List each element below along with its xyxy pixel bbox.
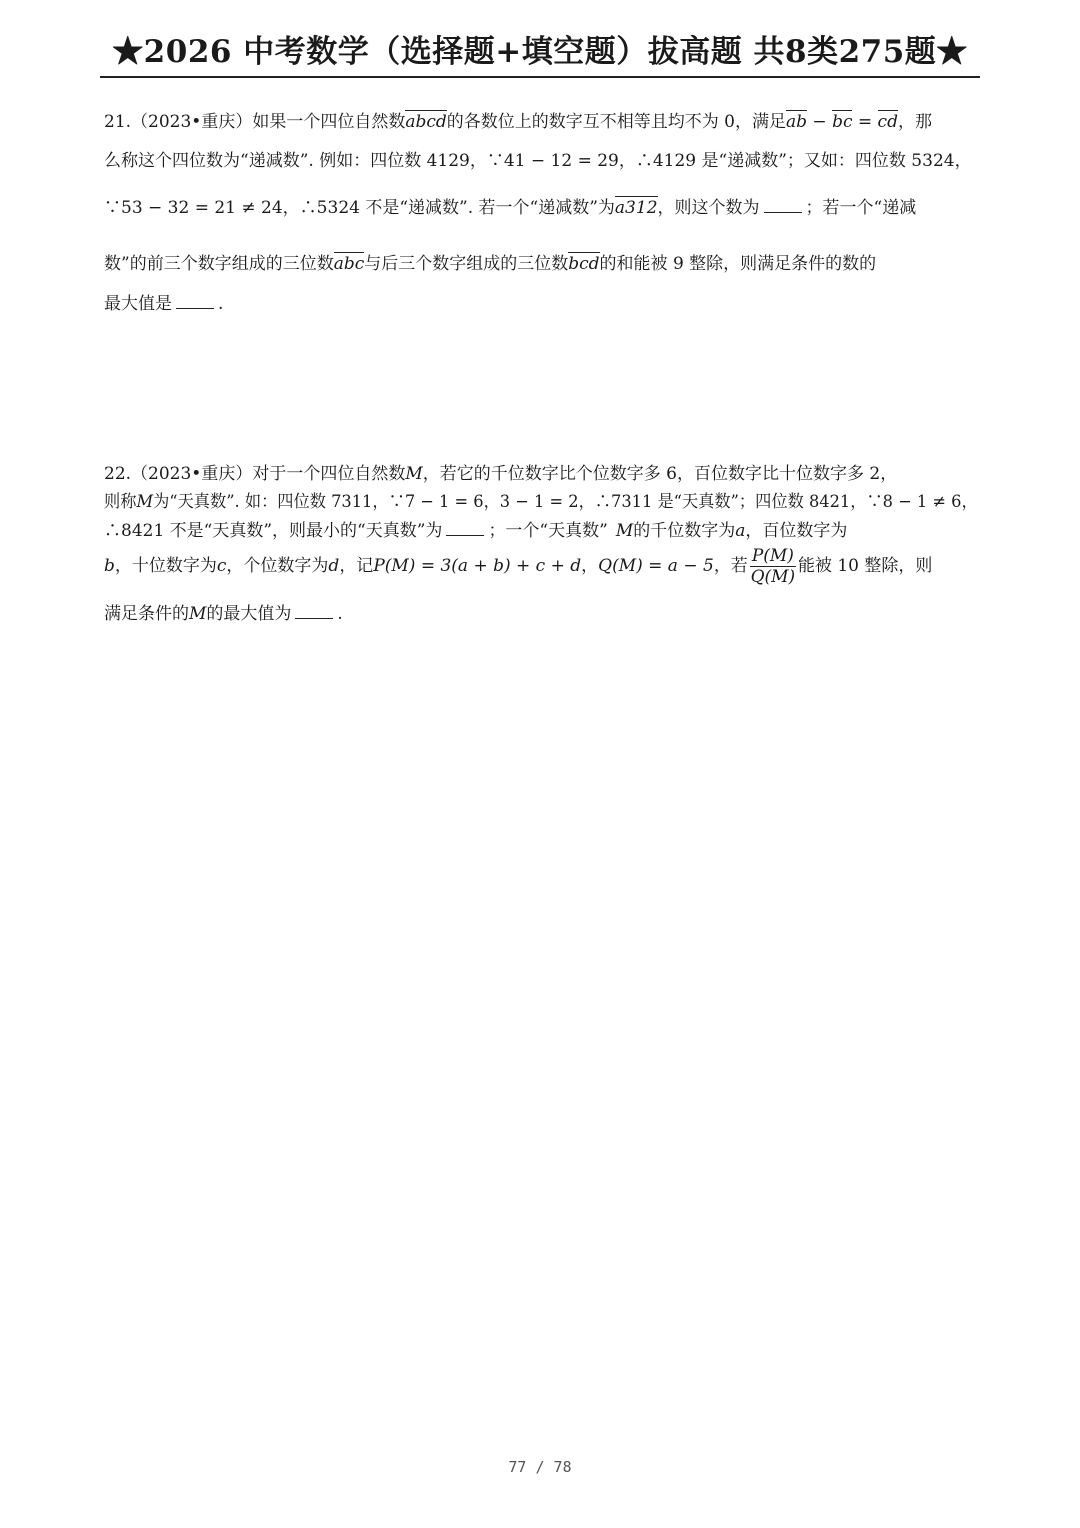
page-header	[100, 30, 980, 78]
problem-22-line-2: 则称M为“天真数”. 如：四位数 7311，∵7 − 1 = 6，3 − 1 = 2，∴7311 是“天真数”；四位数 8421，∵8 − 1 ≠ 6，	[104, 492, 978, 512]
problem-22-line-3: ∴8421 不是“天真数”，则最小的“天真数”为 ；一个“天真数” M的千位数字为a，百位数字为	[104, 521, 848, 541]
overline-abc: abc	[333, 254, 365, 274]
problem-22-line-4: b，十位数字为c，个位数字为d，记P(M) = 3(a + b) + c + d，Q(M) = a − 5，若 $\frac{P(M)}{Q(M)}$ 能被 10 整除，则	[104, 546, 933, 587]
problem-22-line-5: 满足条件的M的最大值为 .	[104, 604, 343, 624]
problem-21-line-4: 数”的前三个数字组成的三位数abc与后三个数字组成的三位数bcd的和能被 9 整除，则满足条件的数的	[104, 254, 877, 274]
problem-21-line-1: 21.（2023•重庆）如果一个四位自然数abcd的各数位上的数字互不相等且均不为 0，满足ab − bc = cd，那	[104, 112, 932, 132]
page-number: 77 / 78	[508, 1458, 572, 1476]
problem-21-line-3: ∵53 − 32 = 21 ≠ 24，∴5324 不是“递减数”. 若一个“递减数”为a312，则这个数为 ；若一个“递减	[104, 198, 917, 218]
answer-blank-3	[446, 519, 484, 536]
answer-blank-4	[295, 602, 333, 619]
answer-blank-2	[176, 292, 214, 309]
page-title: ★2026 中考数学（选择题+填空题）拔高题 共8类275题★	[112, 34, 968, 70]
problem-21-line-5: 最大值是 .	[104, 294, 224, 314]
fraction-p-over-q: $\frac{P(M)}{Q(M)}$	[750, 546, 796, 587]
overline-bcd: bcd	[568, 254, 600, 274]
overline-abcd: abcd	[405, 112, 447, 132]
overline-a312: a312	[614, 198, 658, 218]
problem-22-line-1: 22.（2023•重庆）对于一个四位自然数M，若它的千位数字比个位数字多 6，百位数字比十位数字多 2，	[104, 464, 898, 484]
answer-blank-1	[764, 196, 802, 213]
problem-21-line-2: 么称这个四位数为“递减数”. 例如：四位数 4129，∵41 − 12 = 29，∴4129 是“递减数”；又如：四位数 5324，	[104, 151, 972, 171]
